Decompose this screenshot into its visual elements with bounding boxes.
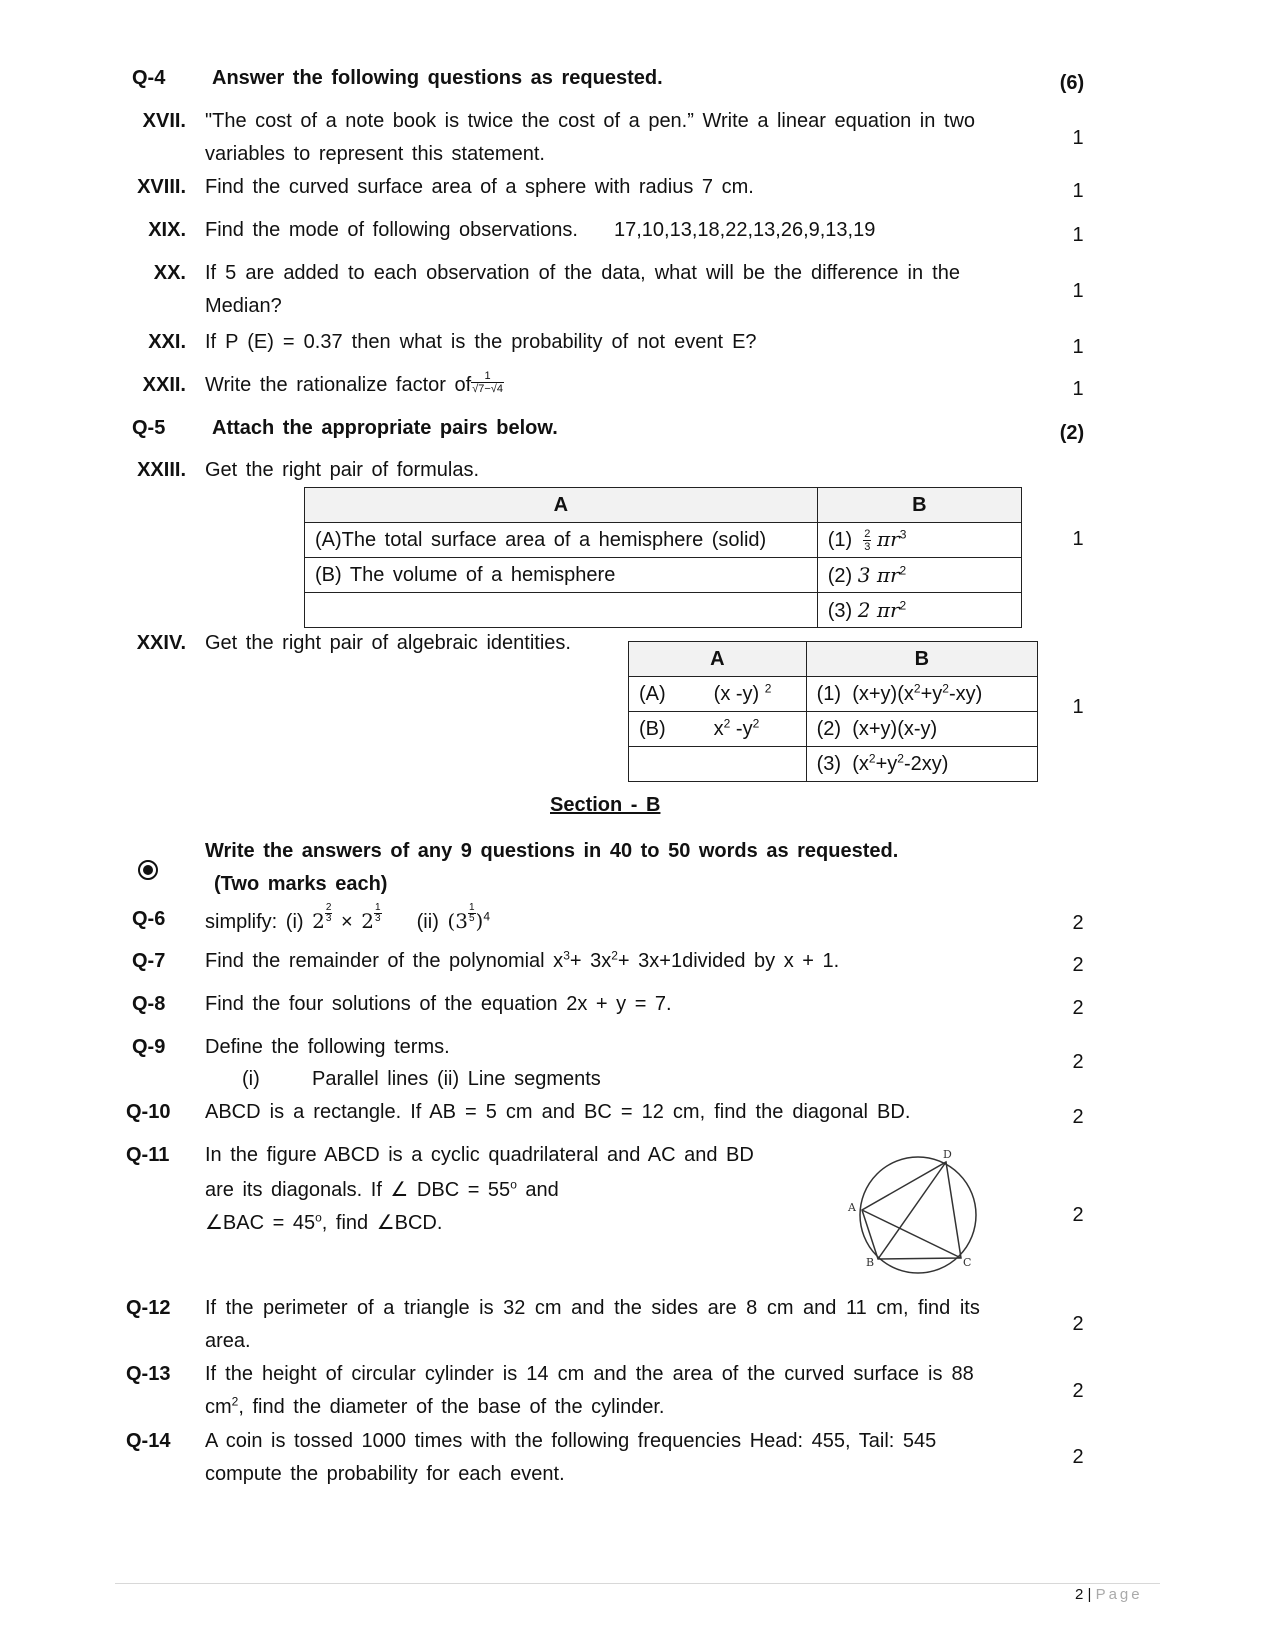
q14-line2: compute the probability for each event.: [205, 1463, 565, 1485]
q6-text-wrap: simplify: (i) 2 $\frac{2}{3}$ × 2 $\frac{1}{3}$ (ii) (3 $\frac{1}{5}$ )$^4$: [205, 902, 491, 933]
table2-a1: (A) (x -y) $^2$: [629, 677, 807, 712]
q13-line1: If the height of circular cylinder is 14 cm and the area of the curved surface is 88: [205, 1363, 974, 1385]
figure-label-c: C: [963, 1256, 972, 1269]
xxiii-marks: 1: [1072, 528, 1084, 550]
xx-line2: Median?: [205, 295, 282, 317]
xxii-number: XXII.: [142, 374, 186, 396]
table1-b3-pow: 2: [899, 597, 907, 612]
xviii-marks: 1: [1072, 180, 1084, 202]
q14-label: Q-14: [126, 1430, 171, 1452]
table1-b3: [817, 593, 1021, 628]
page-number-value: 2 |: [1075, 1586, 1092, 1603]
q10-marks: 2: [1072, 1106, 1084, 1128]
xxi-number: XXI.: [148, 331, 186, 353]
q11-label: Q-11: [126, 1144, 170, 1166]
xxiv-number: XXIV.: [136, 632, 186, 654]
xxiii-text: Get the right pair of formulas.: [205, 459, 480, 481]
xxi-text: If P (E) = 0.37 then what is the probability of not event E?: [205, 331, 757, 353]
table2-a3: [629, 747, 807, 782]
formula-pair-table: [304, 487, 1022, 628]
q4-marks: (6): [1059, 72, 1085, 94]
q12-marks: 2: [1072, 1313, 1084, 1335]
xix-marks: 1: [1072, 224, 1084, 246]
table2-b2-label: (2): [816, 717, 842, 740]
radio-bullet-icon: [138, 860, 158, 880]
section-b-title: Section - B: [550, 794, 661, 816]
table2-header-b: B: [806, 642, 1037, 677]
table2-b2-text: (x+y)(x-y): [852, 717, 938, 740]
table2-a1-label: (A): [639, 682, 666, 705]
table1-b1-frac: [863, 528, 871, 553]
q9-marks: 2: [1072, 1051, 1084, 1073]
section-b-sub: (Two marks each): [214, 873, 388, 895]
table1-b1-pow: 3: [899, 527, 907, 542]
table2-header-a: A: [629, 642, 807, 677]
q9-sub-text: Parallel lines (ii) Line segments: [312, 1068, 601, 1090]
xix-text: Find the mode of following observations.: [205, 219, 578, 241]
q11-line3-rest: , find ∠BCD.: [321, 1212, 443, 1234]
page-word: Page: [1095, 1586, 1143, 1603]
q9-label: Q-9: [132, 1036, 166, 1058]
xxii-text: Write the rationalize factor of: [205, 374, 472, 396]
xxiv-marks: 1: [1072, 696, 1084, 718]
q11-line1: In the figure ABCD is a cyclic quadrilateral and AC and BD: [205, 1144, 754, 1166]
xvii-line1: "The cost of a note book is twice the cost of a pen.” Write a linear equation in two: [205, 110, 976, 132]
q13-marks: 2: [1072, 1380, 1084, 1402]
q6-text: simplify: (i): [205, 911, 304, 933]
q7-text: Find the remainder of the polynomial $x^3+ 3x^2+$ 3x+1divided by x + 1.: [205, 948, 840, 972]
q9-sub-i: (i): [242, 1068, 260, 1090]
section-b-instruction: Write the answers of any 9 questions in 40 to 50 words as requested.: [205, 840, 899, 862]
q6-exp3: $\frac{1}{5}$: [468, 902, 475, 925]
table2-b1: (1) $(x+y)(x^2+y^2-xy)$: [806, 677, 1037, 712]
xxii-text-wrap: [205, 370, 504, 397]
q14-marks: 2: [1072, 1446, 1084, 1468]
q8-text: Find the four solutions of the equation 2x + y = 7.: [205, 993, 672, 1015]
q6-marks: 2: [1072, 912, 1084, 934]
q10-label: Q-10: [126, 1101, 171, 1123]
q13-label: Q-13: [126, 1363, 171, 1385]
q13-line2-rest: , find the diameter of the base of the cylinder.: [238, 1396, 665, 1418]
table2-a2-label: (B): [639, 717, 666, 740]
xix-number: XIX.: [148, 219, 186, 241]
xvii-line2: variables to represent this statement.: [205, 143, 545, 165]
xx-marks: 1: [1072, 280, 1084, 302]
identity-pair-table: [628, 641, 1038, 782]
xvii-marks: 1: [1072, 127, 1084, 149]
table2-a2: (B) $x^2$ $-y^2$: [629, 712, 807, 747]
q12-line1: If the perimeter of a triangle is 32 cm and the sides are 8 cm and 11 cm, find its: [205, 1297, 980, 1319]
table1-b1-frac-den: 3: [864, 541, 871, 554]
xxii-marks: 1: [1072, 378, 1084, 400]
xxii-fraction: [471, 370, 504, 395]
q6-exp2: $\frac{1}{3}$: [374, 902, 381, 925]
table2-b3: (3) $(x^2+y^2-2xy)$: [806, 747, 1037, 782]
q7-label: Q-7: [132, 950, 166, 972]
q12-label: Q-12: [126, 1297, 171, 1319]
figure-label-b: B: [866, 1256, 875, 1269]
q10-text: ABCD is a rectangle. If AB = 5 cm and BC = 12 cm, find the diagonal BD.: [205, 1101, 911, 1123]
figure-label-d: D: [943, 1148, 952, 1161]
table1-b2-pow: 2: [899, 562, 907, 577]
q4-heading: Answer the following questions as requested.: [212, 67, 663, 89]
table1-b2: [817, 558, 1021, 593]
table1-a2: (B) The volume of a hemisphere: [305, 558, 818, 593]
xx-number: XX.: [153, 262, 186, 284]
q13-line2: $cm^2$, find the diameter of the base of the cylinder.: [205, 1394, 665, 1418]
xx-line1: If 5 are added to each observation of the data, what will be the difference in the: [205, 262, 960, 284]
q14-line1: A coin is tossed 1000 times with the following frequencies Head: 455, Tail: 545: [205, 1430, 937, 1452]
table1-header-a: A: [305, 488, 818, 523]
xvii-number: XVII.: [142, 110, 186, 132]
xxiv-text: Get the right pair of algebraic identities.: [205, 632, 571, 654]
figure-label-a: A: [848, 1201, 856, 1214]
footer-rule: [115, 1583, 1160, 1584]
xxii-frac-den: √7−√4: [472, 383, 503, 396]
q8-marks: 2: [1072, 997, 1084, 1019]
q8-label: Q-8: [132, 993, 166, 1015]
q6-label: Q-6: [132, 908, 166, 930]
xviii-number: XVIII.: [137, 176, 186, 198]
table1-a3: [305, 593, 818, 628]
table1-b2-prefix: (2): [827, 564, 853, 587]
xxiii-number: XXIII.: [137, 459, 186, 481]
cyclic-quadrilateral-figure: [840, 1140, 990, 1280]
q6-part2: (ii): [416, 911, 439, 933]
table1-b1: [817, 523, 1021, 558]
q5-heading: Attach the appropriate pairs below.: [212, 417, 558, 439]
q9-text: Define the following terms.: [205, 1036, 450, 1058]
page-number: [1075, 1586, 1143, 1603]
xix-values: 17,10,13,18,22,13,26,9,13,19: [614, 219, 876, 241]
table1-header-b: B: [817, 488, 1021, 523]
q12-line2: area.: [205, 1330, 251, 1352]
table1-b1-expr: πr: [876, 526, 900, 551]
q6-exp1: $\frac{2}{3}$: [325, 902, 332, 925]
table1-a1: (A)The total surface area of a hemisphere (solid): [305, 523, 818, 558]
xxi-marks: 1: [1072, 336, 1084, 358]
q11-line2: are its diagonals. If ∠ DBC = $55^o$ and: [205, 1177, 559, 1201]
table2-b3-label: (3): [816, 752, 842, 775]
xxii-frac-num: 1: [471, 370, 504, 383]
q4-label: Q-4: [132, 67, 166, 89]
table2-b2: [806, 712, 1037, 747]
q5-marks: (2): [1059, 422, 1085, 444]
table1-b3-prefix: (3): [827, 599, 853, 622]
table1-b2-expr: 3 πr: [857, 562, 900, 587]
q7-marks: 2: [1072, 954, 1084, 976]
table1-b3-expr: 2 πr: [857, 597, 900, 622]
q5-label: Q-5: [132, 417, 166, 439]
table1-b1-prefix: (1): [827, 528, 853, 551]
q11-marks: 2: [1072, 1204, 1084, 1226]
xviii-text: Find the curved surface area of a sphere with radius 7 cm.: [205, 176, 754, 198]
q11-line3: ∠BAC = $45^o$, find ∠BCD.: [205, 1210, 443, 1234]
table1-b1-frac-num: 2: [864, 528, 871, 541]
table2-b1-label: (1): [816, 682, 842, 705]
